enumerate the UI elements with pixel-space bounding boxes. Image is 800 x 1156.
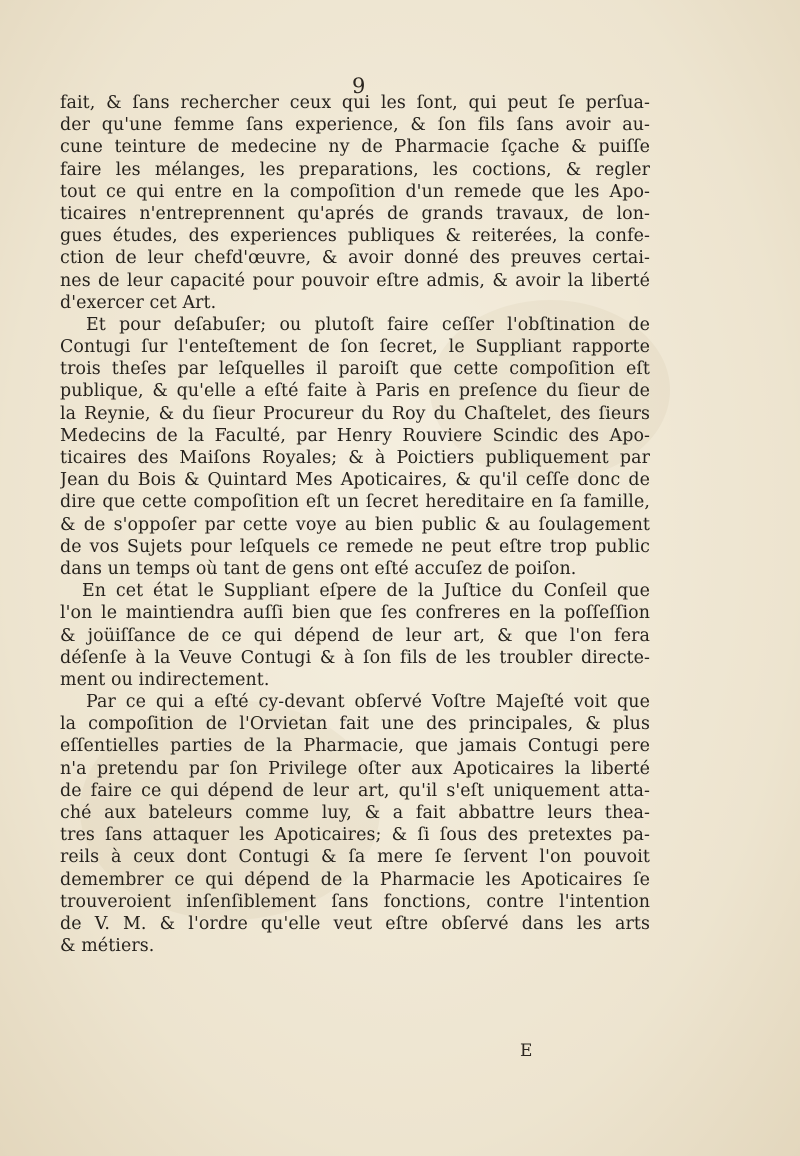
text-line: trouveroient inſenſiblement ſans fonctions, contre l'intention — [60, 891, 650, 912]
text-line: gues études, des experiences publiques & reiterées, la confe- — [60, 226, 650, 247]
text-line: la Reynie, & du ſieur Procureur du Roy du Chaſtelet, des ſieurs — [60, 403, 650, 424]
text-line: & joüiſſance de ce qui dépend de leur art, & que l'on fera — [60, 625, 650, 646]
text-line: fait, & ſans rechercher ceux qui les ſont, qui peut ſe perſua- — [60, 93, 650, 113]
text-line: ticaires des Maiſons Royales; & à Poictiers publiquement par — [60, 448, 650, 468]
text-line: demembrer ce qui dépend de la Pharmacie les Apoticaires ſe — [60, 869, 650, 890]
text-line: ticaires n'entreprennent qu'aprés de grands travaux, de lon- — [60, 203, 650, 224]
text-line: déſenſe à la Veuve Contugi & à ſon fils de les troubler directe- — [60, 647, 650, 668]
text-line: Jean du Bois & Quintard Mes Apoticaires, & qu'il ceſſe donc de — [60, 470, 650, 491]
text-line: l'on le maintiendra auſſi bien que ſes confreres en la poſſeſſion — [60, 603, 650, 624]
text-line: ché aux bateleurs comme luy, & a fait abbattre leurs thea- — [60, 803, 650, 823]
text-line: de vos Sujets pour leſquels ce remede ne peut eſtre trop public — [60, 536, 650, 557]
text-line: publique, & qu'elle a eſté faite à Paris en preſence du ſieur de — [60, 381, 650, 402]
text-line: & de s'oppoſer par cette voye au bien public & au ſoulagement — [60, 514, 650, 535]
text-line: der qu'une femme ſans experience, & ſon fils ſans avoir au- — [60, 115, 650, 136]
text-line: eſſentielles parties de la Pharmacie, que jamais Contugi pere — [60, 736, 650, 757]
text-line: & métiers. — [60, 936, 155, 957]
page-number: 9 — [352, 74, 366, 98]
text-line: d'exercer cet Art. — [60, 292, 217, 313]
text-line: En cet état le Suppliant eſpere de la Juſtice du Conſeil que — [82, 581, 650, 602]
text-line: Medecins de la Faculté, par Henry Rouviere Scindic des Apo- — [60, 425, 650, 446]
text-line: Contugi ſur l'enteſtement de ſon ſecret, le Suppliant rapporte — [60, 337, 650, 358]
text-line: de faire ce qui dépend de leur art, qu'il s'eſt uniquement atta- — [60, 780, 650, 801]
text-line: reils à ceux dont Contugi & ſa mere ſe ſervent l'on pouvoit — [60, 847, 650, 868]
text-line: ment ou indirectement. — [60, 669, 270, 690]
text-line: cune teinture de medecine ny de Pharmacie ſçache & puiſſe — [60, 137, 650, 158]
text-line: de V. M. & l'ordre qu'elle veut eſtre obſervé dans les arts — [60, 913, 650, 934]
body-text — [60, 92, 650, 957]
text-line: Et pour deſabuſer; ou plutoſt faire ceſſer l'obſtination de — [86, 314, 650, 335]
text-line: tout ce qui entre en la compoſition d'un remede que les Apo- — [60, 181, 650, 202]
text-line: tres ſans attaquer les Apoticaires; & ſi ſous des pretextes pa- — [60, 825, 650, 846]
signature-mark: E — [520, 1041, 533, 1061]
text-line: trois theſes par leſquelles il paroiſt que cette compoſition eſt — [60, 359, 650, 380]
text-line: faire les mélanges, les preparations, les coctions, & regler — [60, 159, 650, 180]
text-line: la compoſition de l'Orvietan fait une des principales, & plus — [60, 714, 650, 735]
text-line: n'a pretendu par ſon Privilege oſter aux Apoticaires la liberté — [60, 758, 650, 779]
text-line: ction de leur chefd'œuvre, & avoir donné des preuves certai- — [60, 248, 650, 269]
text-line: nes de leur capacité pour pouvoir eſtre admis, & avoir la liberté — [60, 270, 650, 291]
text-line: Par ce qui a eſté cy-devant obſervé Voſtre Majeſté voit que — [86, 692, 650, 713]
text-line: dire que cette compoſition eſt un ſecret hereditaire en ſa famille, — [60, 492, 650, 513]
text-line: dans un temps où tant de gens ont eſté accuſez de poiſon. — [60, 558, 577, 579]
